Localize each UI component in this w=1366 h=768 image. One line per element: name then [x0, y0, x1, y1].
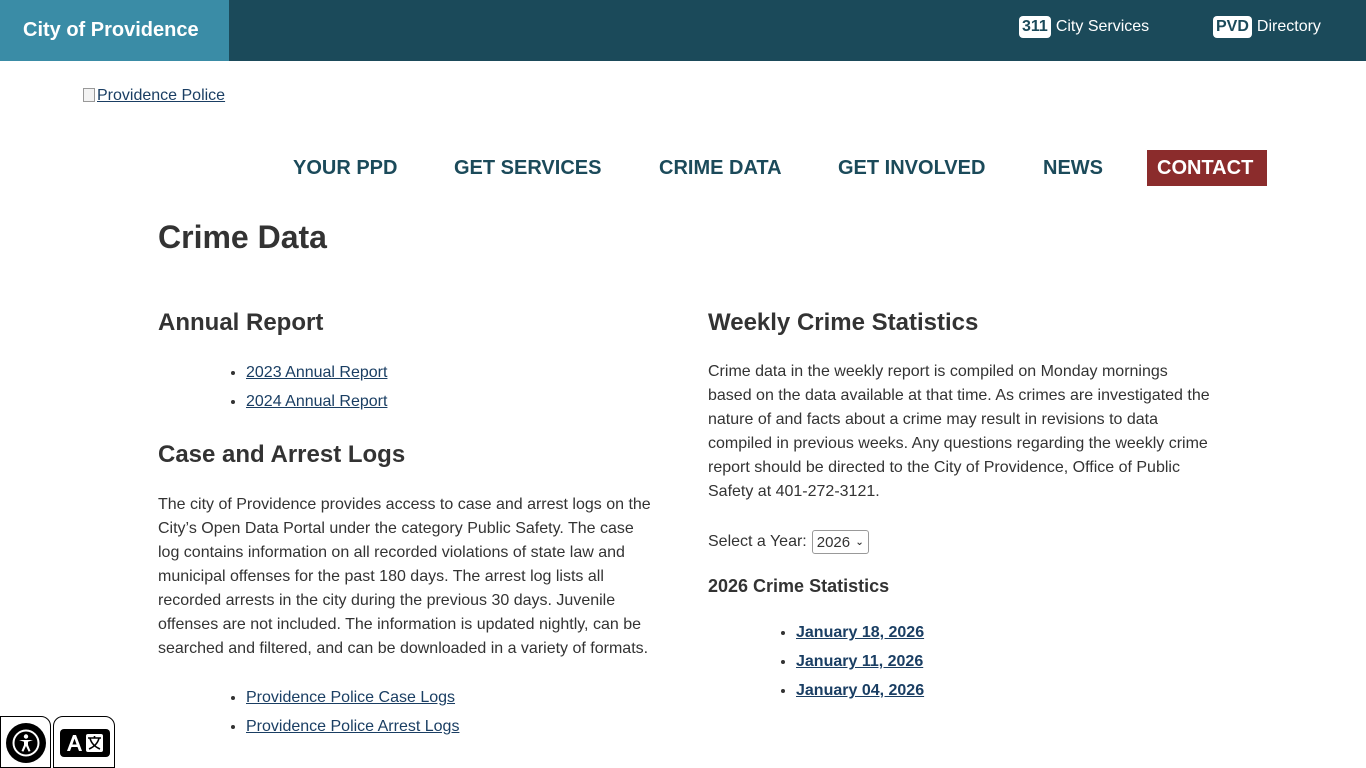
annual-report-2023-link[interactable]: 2023 Annual Report: [246, 364, 388, 381]
case-arrest-logs-text: The city of Providence provides access to case and arrest logs on the City’s Open Data Portal under the category Public Safety. The case log contains information on all recorded violations of state law and municipal offenses for the past 180 days. The arrest log lists all recorded arrests in the city during the previous 30 days. Juvenile offenses are not included. The information is updated nightly, can be searched and filtered, and can be downloaded in a variety of formats.: [158, 496, 651, 657]
case-arrest-logs-heading: Case and Arrest Logs: [158, 441, 406, 468]
stats-link-jan-18[interactable]: January 18, 2026: [796, 624, 925, 641]
providence-police-logo-link[interactable]: [83, 87, 225, 105]
directory-label: Directory: [1256, 18, 1321, 35]
list-item: [246, 387, 387, 416]
city-services-label: City Services: [1055, 18, 1150, 35]
crime-stats-list: [708, 618, 924, 705]
weekly-stats-text: Crime data in the weekly report is compiled on Monday mornings based on the data available at that time. As crimes are investigated the nature of and facts about a crime may result in revisions to data compiled in previous weeks. Any questions regarding the weekly crime report should be directed to the City of Providence, Office of Public Safety at 401-272-3121.: [708, 363, 1210, 500]
city-home-link[interactable]: City of Providence: [0, 0, 229, 61]
accessibility-icon: [6, 723, 46, 763]
translate-button[interactable]: [53, 716, 115, 768]
nav-your-ppd[interactable]: YOUR PPD: [293, 157, 398, 179]
year-select-row: [708, 530, 869, 554]
list-item: [246, 683, 459, 712]
annual-report-list: [158, 358, 387, 416]
annual-report-2024-link[interactable]: 2024 Annual Report: [246, 393, 388, 410]
list-item: [246, 358, 387, 387]
logo-alt-text: Providence Police: [97, 87, 226, 104]
stats-link-jan-11[interactable]: January 11, 2026: [796, 653, 924, 670]
city-services-link[interactable]: [1019, 15, 1149, 39]
year-select[interactable]: [812, 530, 869, 554]
list-item: [246, 712, 459, 741]
nav-news[interactable]: NEWS: [1043, 157, 1103, 179]
nav-crime-data[interactable]: CRIME DATA: [659, 157, 782, 179]
top-bar: [0, 0, 1366, 61]
arrest-logs-link[interactable]: Providence Police Arrest Logs: [246, 718, 460, 735]
list-item: [796, 676, 924, 705]
year-select-value: 2026: [816, 533, 851, 551]
list-item: [796, 618, 924, 647]
311-badge: 311: [1019, 16, 1051, 38]
chevron-down-icon: ⌄: [855, 536, 864, 548]
year-select-label: Select a Year:: [708, 533, 807, 550]
case-logs-link[interactable]: Providence Police Case Logs: [246, 689, 456, 706]
logs-list: [158, 683, 459, 741]
broken-image-icon: [83, 88, 95, 102]
annual-report-heading: Annual Report: [158, 309, 324, 336]
page-title: Crime Data: [158, 219, 327, 255]
list-item: [796, 647, 924, 676]
directory-link[interactable]: [1213, 15, 1321, 39]
stats-link-jan-04[interactable]: January 04, 2026: [796, 682, 925, 699]
nav-get-involved[interactable]: GET INVOLVED: [838, 157, 986, 179]
accessibility-button[interactable]: [0, 716, 51, 768]
crime-stats-heading: 2026 Crime Statistics: [708, 576, 890, 596]
weekly-stats-heading: Weekly Crime Statistics: [708, 309, 979, 336]
nav-get-services[interactable]: GET SERVICES: [454, 157, 602, 179]
pvd-badge: PVD: [1213, 16, 1252, 38]
translate-icon: [60, 729, 110, 757]
nav-contact-button[interactable]: CONTACT: [1147, 150, 1267, 186]
